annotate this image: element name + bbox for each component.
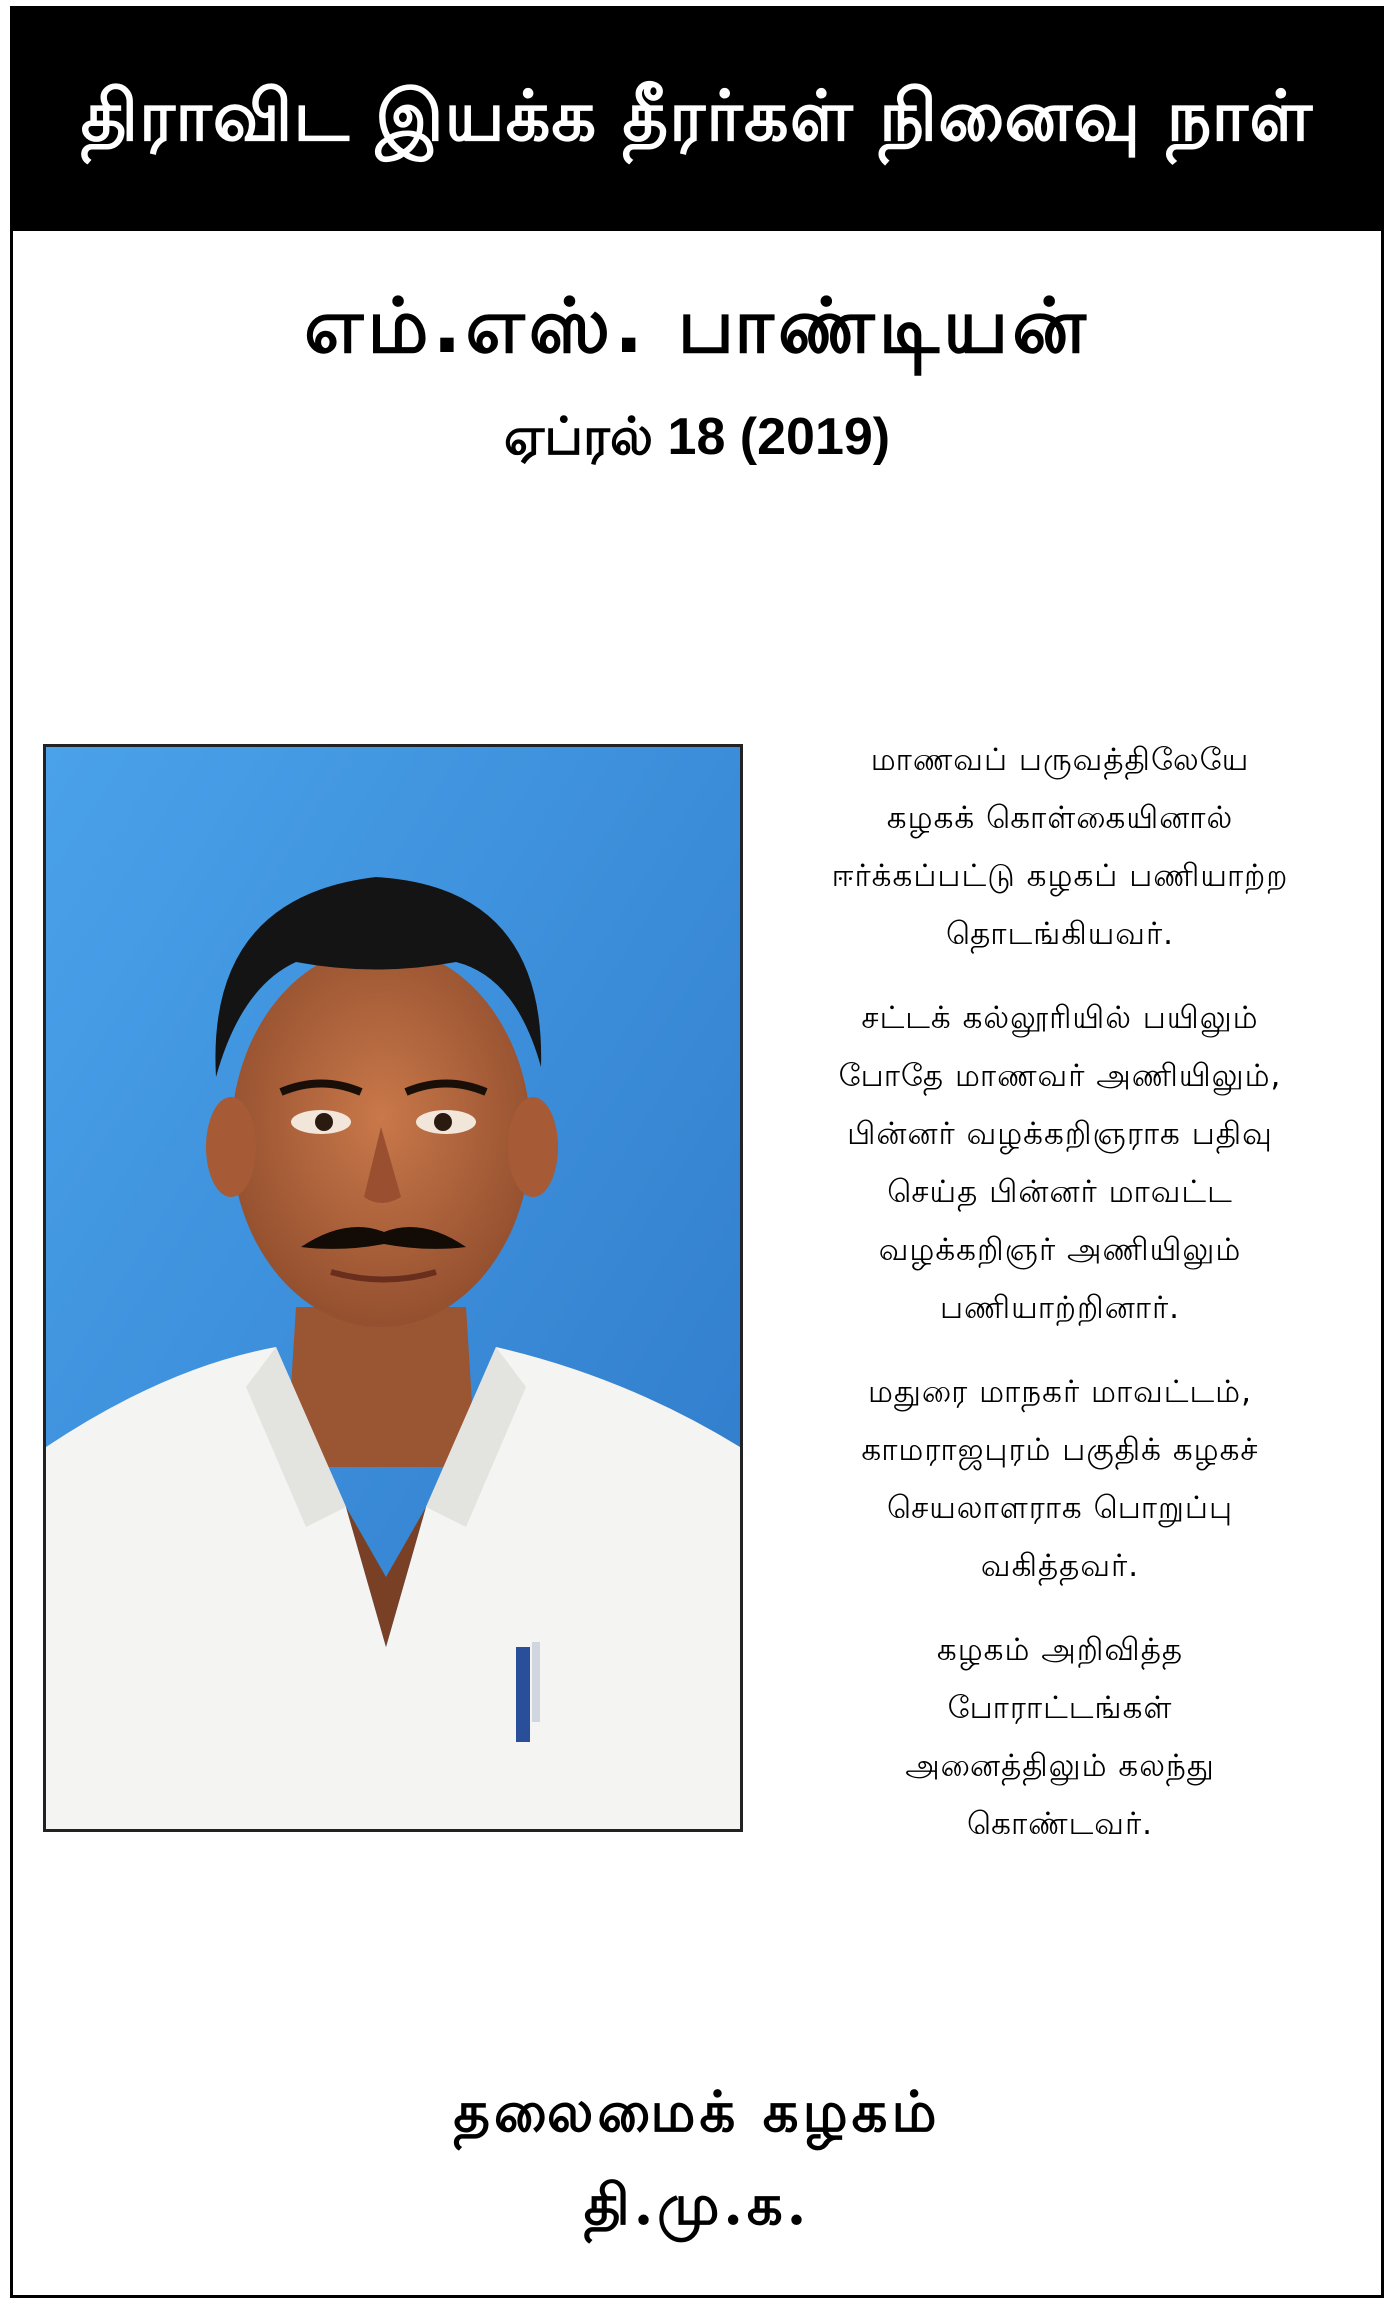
- memorial-date: ஏப்ரல் 18 (2019): [503, 408, 891, 466]
- obituary-card: [10, 6, 1384, 2298]
- bio-paragraph: [755, 1363, 1365, 1595]
- bio-line: மதுரை மாநகர் மாவட்டம்,: [868, 1374, 1252, 1410]
- bio-line: வழக்கறிஞர் அணியிலும்: [878, 1232, 1242, 1268]
- bio-line: சட்டக் கல்லூரியில் பயிலும்: [861, 1000, 1259, 1036]
- bio-line: காமராஜபுரம் பகுதிக் கழகச்: [861, 1432, 1259, 1468]
- bio-line: ஈர்க்கப்பட்டு கழகப் பணியாற்ற: [831, 858, 1289, 894]
- person-name: எம்.எஸ். பாண்டியன்: [304, 281, 1090, 370]
- bio-line: செயலாளராக பொறுப்பு: [886, 1490, 1234, 1526]
- biography: [755, 731, 1365, 1879]
- bio-line: அனைத்திலும் கலந்து: [905, 1748, 1215, 1784]
- footer: [13, 2079, 1381, 2245]
- bio-line: பணியாற்றினார்.: [939, 1290, 1181, 1326]
- bio-line: கழகம் அறிவித்த: [936, 1632, 1184, 1668]
- header-band: [13, 9, 1381, 231]
- footer-organisation: தலைமைக் கழகம்: [453, 2079, 941, 2145]
- bio-paragraph: [755, 1621, 1365, 1853]
- bio-paragraph: [755, 989, 1365, 1337]
- bio-line: மாணவப் பருவத்திலேயே: [870, 742, 1250, 778]
- bio-paragraph: [755, 731, 1365, 963]
- bio-line: செய்த பின்னர் மாவட்ட: [887, 1174, 1233, 1210]
- bio-line: போதே மாணவர் அணியிலும்,: [838, 1058, 1282, 1094]
- bio-line: வகித்தவர்.: [980, 1548, 1140, 1584]
- bio-line: தொடங்கியவர்.: [945, 916, 1175, 952]
- portrait-photo: [43, 744, 743, 1832]
- bio-line: பின்னர் வழக்கறிஞராக பதிவு: [847, 1116, 1273, 1152]
- header-title: திராவிட இயக்க தீரர்கள் நினைவு நாள்: [80, 74, 1314, 157]
- bio-line: கொண்டவர்.: [967, 1806, 1153, 1842]
- bio-line: போராட்டங்கள்: [947, 1690, 1173, 1726]
- footer-party: தி.மு.க.: [583, 2172, 811, 2238]
- bio-line: கழகக் கொள்கையினால்: [886, 800, 1234, 836]
- portrait-illustration: [46, 747, 740, 1829]
